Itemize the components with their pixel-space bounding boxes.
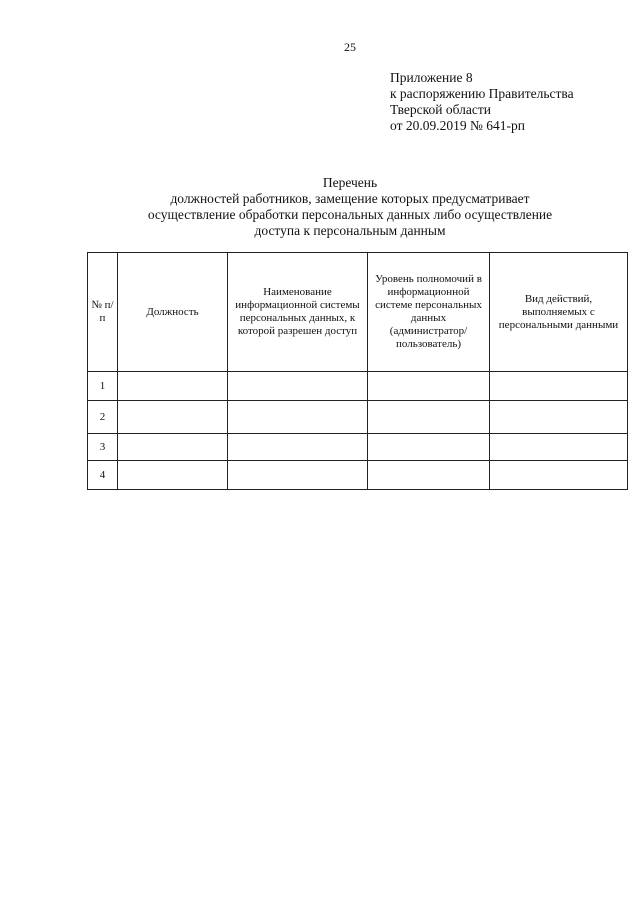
cell-level xyxy=(368,372,490,401)
header-system: Наименование информационной системы персональных данных, к которой разрешен доступ xyxy=(228,253,368,372)
cell-actions xyxy=(490,434,628,461)
cell-level xyxy=(368,434,490,461)
title-line: должностей работников, замещение которых предусматривает xyxy=(170,191,530,206)
header-actions: Вид действий, выполняемых с персональными данными xyxy=(490,253,628,372)
appendix-line: Тверской области xyxy=(390,102,491,117)
row-num: 4 xyxy=(88,461,118,490)
table-row xyxy=(88,401,628,434)
title-line: доступа к персональным данным xyxy=(254,223,446,238)
document-title xyxy=(0,175,640,239)
page-number: 25 xyxy=(344,40,356,54)
row-num: 3 xyxy=(88,434,118,461)
cell-actions xyxy=(490,461,628,490)
appendix-line: от 20.09.2019 № 641-рп xyxy=(390,118,525,133)
cell-actions xyxy=(490,401,628,434)
cell-position xyxy=(118,434,228,461)
title-line: осуществление обработки персональных данных либо осуществление xyxy=(147,207,553,222)
cell-level xyxy=(368,401,490,434)
cell-position xyxy=(118,401,228,434)
title-line: Перечень xyxy=(322,175,378,190)
cell-position xyxy=(118,372,228,401)
row-num: 1 xyxy=(88,372,118,401)
cell-system xyxy=(228,461,368,490)
cell-system xyxy=(228,434,368,461)
appendix-line: к распоряжению Правительства xyxy=(390,86,574,101)
table-row xyxy=(88,372,628,401)
cell-level xyxy=(368,461,490,490)
row-num: 2 xyxy=(88,401,118,434)
cell-position xyxy=(118,461,228,490)
table-header-row xyxy=(88,253,628,372)
cell-system xyxy=(228,401,368,434)
cell-actions xyxy=(490,372,628,401)
table-row xyxy=(88,434,628,461)
header-level: Уровень полномочий в информационной системе персональных данных (администратор/ пользователь) xyxy=(368,253,490,372)
appendix-block xyxy=(390,70,574,134)
header-num: № п/п xyxy=(88,253,118,372)
positions-table xyxy=(87,252,628,490)
appendix-line: Приложение 8 xyxy=(390,70,473,85)
table-row xyxy=(88,461,628,490)
cell-system xyxy=(228,372,368,401)
header-position: Должность xyxy=(118,253,228,372)
